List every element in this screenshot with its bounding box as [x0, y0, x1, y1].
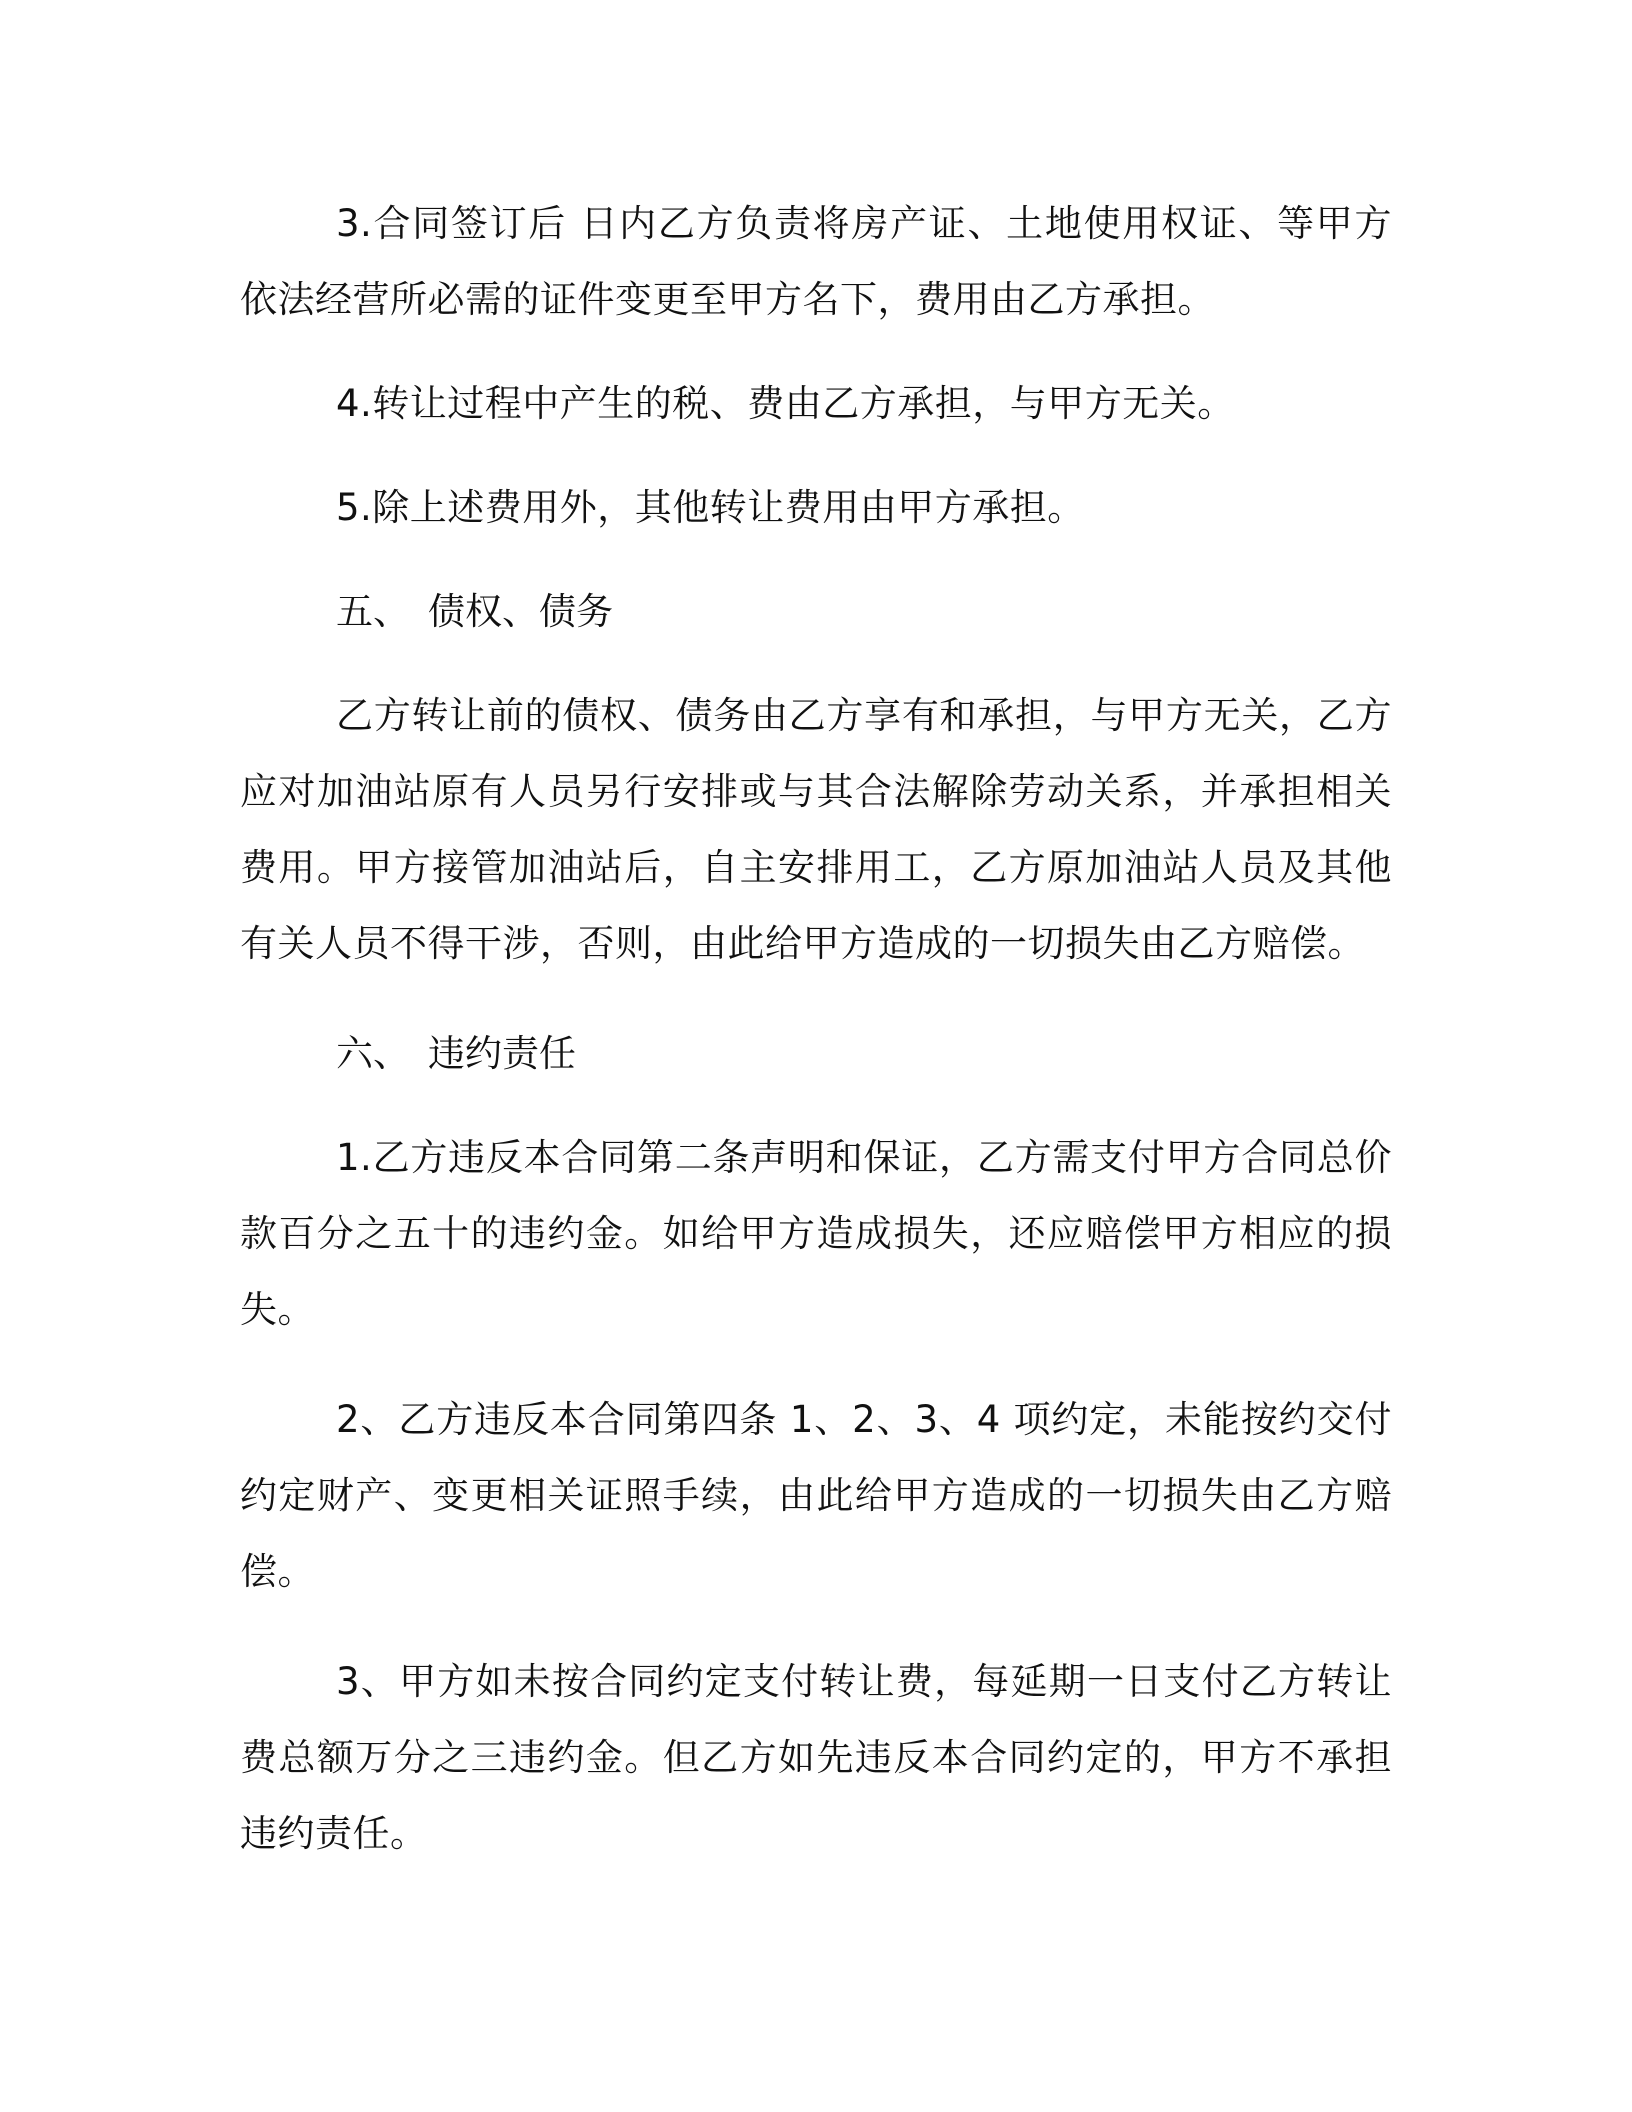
- section-6-number: 六、: [336, 1032, 410, 1075]
- section-6-item-3: 3、甲方如未按合同约定支付转让费，每延期一日支付乙方转让费总额万分之三违约金。但乙方如先违反本合同约定的，甲方不承担违约责任。: [240, 1660, 1392, 1855]
- clause-4-3-paragraph: 3.合同签订后 日内乙方负责将房产证、土地使用权证、等甲方依法经营所必需的证件变更至甲方名下，费用由乙方承担。: [240, 202, 1392, 321]
- document-page: [240, 186, 1392, 1872]
- section-5-body: 乙方转让前的债权、债务由乙方享有和承担，与甲方无关，乙方应对加油站原有人员另行安排或与其合法解除劳动关系，并承担相关费用。甲方接管加油站后，自主安排用工，乙方原加油站人员及其他有关人员不得干涉，否则，由此给甲方造成的一切损失由乙方赔偿。: [240, 694, 1392, 965]
- section-5-heading: [240, 574, 1392, 650]
- section-6-title: 违约责任: [428, 1032, 576, 1075]
- section-5-number: 五、: [336, 590, 410, 633]
- section-6-item-1: 1.乙方违反本合同第二条声明和保证，乙方需支付甲方合同总价款百分之五十的违约金。如给甲方造成损失，还应赔偿甲方相应的损失。: [240, 1136, 1392, 1331]
- clause-4-5-paragraph: 5.除上述费用外，其他转让费用由甲方承担。: [336, 486, 1085, 529]
- section-6-heading: [240, 1016, 1392, 1092]
- section-5-title: 债权、债务: [428, 590, 613, 633]
- section-6-item-2: 2、乙方违反本合同第四条 1、2、3、4 项约定，未能按约交付约定财产、变更相关证照手续，由此给甲方造成的一切损失由乙方赔偿。: [240, 1398, 1392, 1593]
- clause-4-4-paragraph: 4.转让过程中产生的税、费由乙方承担，与甲方无关。: [336, 382, 1235, 425]
